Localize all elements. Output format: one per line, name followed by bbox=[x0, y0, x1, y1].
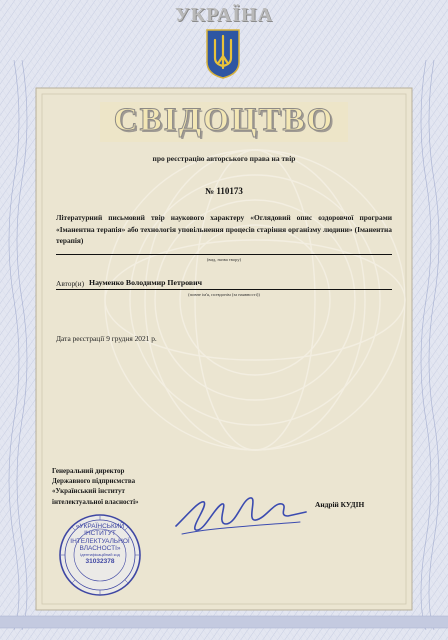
work-description: Літературний письмовий твір наукового характеру «Оглядовий опис оздоровчої програми «Іманентна терапія» або технологія уповільнення процесів старіння організму людини» (Іманентна терапія) bbox=[56, 213, 392, 246]
seal-text-line: ІНТЕЛЕКТУАЛЬНОЇ bbox=[70, 537, 130, 545]
seal-code: 31032378 bbox=[85, 558, 115, 565]
author-label: Автор(и) bbox=[56, 279, 85, 288]
trident-icon bbox=[205, 28, 241, 80]
handwritten-signature bbox=[170, 482, 310, 544]
country-heading: УКРАЇНА bbox=[174, 4, 274, 26]
work-caption: (вид, назва твору) bbox=[206, 257, 242, 262]
author-caption: (повне ім'я, псевдонім (за наявності)) bbox=[188, 292, 260, 297]
registration-date: Дата реєстрації 9 грудня 2021 р. bbox=[56, 334, 157, 343]
work-divider bbox=[56, 254, 392, 255]
director-line: Державного підприємства bbox=[52, 477, 136, 486]
seal-code-caption: Ідентифікаційний код bbox=[80, 552, 120, 557]
director-line: «Український інститут bbox=[52, 487, 125, 496]
director-line: інтелектуальної власності» bbox=[52, 497, 139, 506]
author-divider bbox=[56, 289, 392, 290]
director-line: Генеральний директор bbox=[52, 467, 125, 475]
signatory-name: Андрій КУДІН bbox=[315, 500, 365, 509]
seal-text-line: «УКРАЇНСЬКИЙ bbox=[75, 523, 125, 530]
seal-text-line: ВЛАСНОСТІ» bbox=[79, 545, 121, 553]
seal-text-line: ІНСТИТУТ bbox=[84, 530, 116, 538]
seal-text bbox=[58, 523, 142, 553]
certificate-number: № 110173 bbox=[205, 186, 243, 196]
certificate-title: СВІДОЦТВО bbox=[113, 102, 335, 138]
certificate-subtitle: про реєстрацію авторського права на твір bbox=[152, 154, 296, 163]
author-name: Науменко Володимир Петрович bbox=[89, 278, 203, 287]
